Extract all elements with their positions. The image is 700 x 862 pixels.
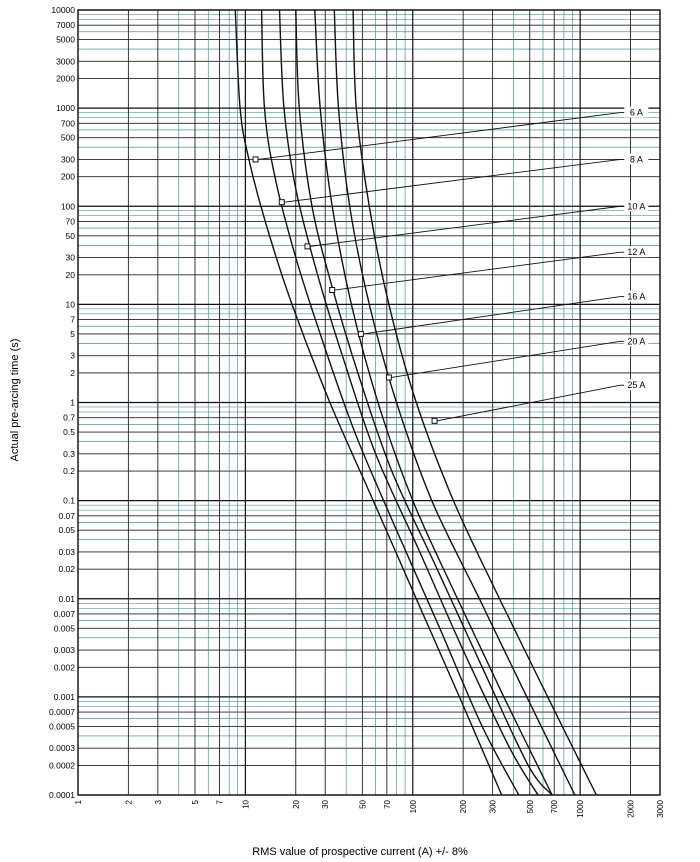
curve-label: 12 A (627, 247, 646, 258)
x-tick-label: 30 (321, 800, 331, 809)
y-tick-label: 0.0003 (49, 743, 75, 754)
y-tick-label: 300 (60, 154, 75, 165)
leader-line (363, 297, 620, 334)
x-tick-label: 50 (358, 800, 368, 809)
x-tick-label: 7 (215, 800, 225, 805)
curve-label: 8 A (629, 154, 643, 165)
y-tick-label: 100 (60, 201, 75, 212)
x-tick-label: 5 (190, 800, 200, 805)
y-tick-label: 0.02 (58, 564, 75, 575)
y-tick-label: 10000 (51, 5, 75, 15)
curve-label: 20 A (627, 336, 646, 347)
x-tick-label: 10 (241, 800, 251, 809)
x-tick-label: 1000 (576, 800, 586, 818)
curve-marker (330, 288, 335, 293)
x-tick-label: 700 (550, 800, 560, 814)
x-tick-label: 2000 (626, 800, 636, 818)
curve-marker (432, 418, 437, 423)
y-tick-label: 30 (65, 252, 75, 263)
x-tick-label: 3000 (656, 800, 665, 818)
y-tick-label: 0.0005 (49, 721, 75, 732)
y-tick-label: 500 (60, 132, 75, 143)
x-tick-label: 200 (459, 800, 469, 814)
curve-marker (279, 200, 284, 205)
y-tick-label: 1000 (56, 103, 75, 114)
y-tick-label: 7000 (56, 20, 75, 31)
y-tick-label: 3 (70, 350, 75, 361)
y-tick-label: 1 (70, 397, 75, 408)
x-tick-label: 2 (124, 800, 134, 805)
y-tick-label: 0.0002 (49, 760, 75, 771)
x-axis-title: RMS value of prospective current (A) +/- 8% (252, 846, 468, 858)
curve-markers (253, 157, 437, 423)
y-tick-label: 0.007 (53, 608, 75, 619)
x-tick-label: 20 (291, 800, 301, 809)
curve-marker (305, 244, 310, 249)
y-tick-label: 20 (65, 269, 75, 280)
y-tick-label: 0.005 (53, 623, 75, 634)
x-tick-label: 1 (74, 800, 83, 805)
y-tick-label: 0.002 (53, 662, 75, 673)
y-tick-label: 0.001 (53, 691, 75, 702)
y-tick-label: 3000 (56, 56, 75, 67)
y-tick-label: 5 (70, 328, 75, 339)
y-tick-label: 50 (65, 230, 75, 241)
y-tick-label: 5000 (56, 34, 75, 45)
curve-label: 6 A (629, 107, 643, 118)
y-tick-label: 0.7 (63, 412, 75, 423)
y-tick-label: 0.5 (63, 427, 75, 438)
curve-marker (253, 157, 258, 162)
curve-label: 10 A (627, 201, 646, 212)
y-tick-label: 0.2 (63, 466, 75, 477)
y-tick-label: 0.05 (58, 525, 75, 536)
leader-line (310, 206, 620, 246)
y-tick-label: 2000 (56, 73, 75, 84)
y-tick-label: 10 (65, 299, 75, 310)
curve-marker (386, 375, 391, 380)
y-tick-label: 0.03 (58, 546, 75, 557)
x-tick-labels (74, 799, 665, 817)
y-tick-label: 0.0007 (49, 707, 75, 718)
y-tick-label: 0.01 (58, 593, 75, 604)
y-tick-label: 200 (60, 171, 75, 182)
y-tick-label: 700 (60, 118, 75, 129)
y-tick-label: 7 (70, 314, 75, 325)
curve-label-leaders (258, 107, 648, 421)
y-tick-label: 2 (70, 367, 75, 378)
y-tick-label: 0.1 (63, 495, 75, 506)
y-tick-label: 70 (65, 216, 75, 227)
x-tick-label: 3 (153, 800, 163, 805)
curve-label: 25 A (627, 380, 646, 391)
leader-line (284, 159, 620, 202)
x-tick-label: 300 (488, 800, 498, 814)
x-tick-label: 70 (382, 800, 392, 809)
y-axis-title: Actual pre-arcing time (s) (9, 338, 21, 462)
curve-marker (358, 331, 363, 336)
y-tick-label: 0.3 (63, 448, 75, 459)
y-tick-label: 0.07 (58, 510, 75, 521)
y-tick-label: 0.0001 (49, 790, 75, 800)
x-tick-label: 100 (408, 800, 418, 814)
y-tick-labels (49, 5, 75, 800)
leader-line (258, 113, 620, 160)
curve-label: 16 A (627, 291, 646, 302)
leader-line (391, 341, 620, 377)
y-tick-label: 0.003 (53, 645, 75, 656)
x-tick-label: 500 (525, 800, 535, 814)
